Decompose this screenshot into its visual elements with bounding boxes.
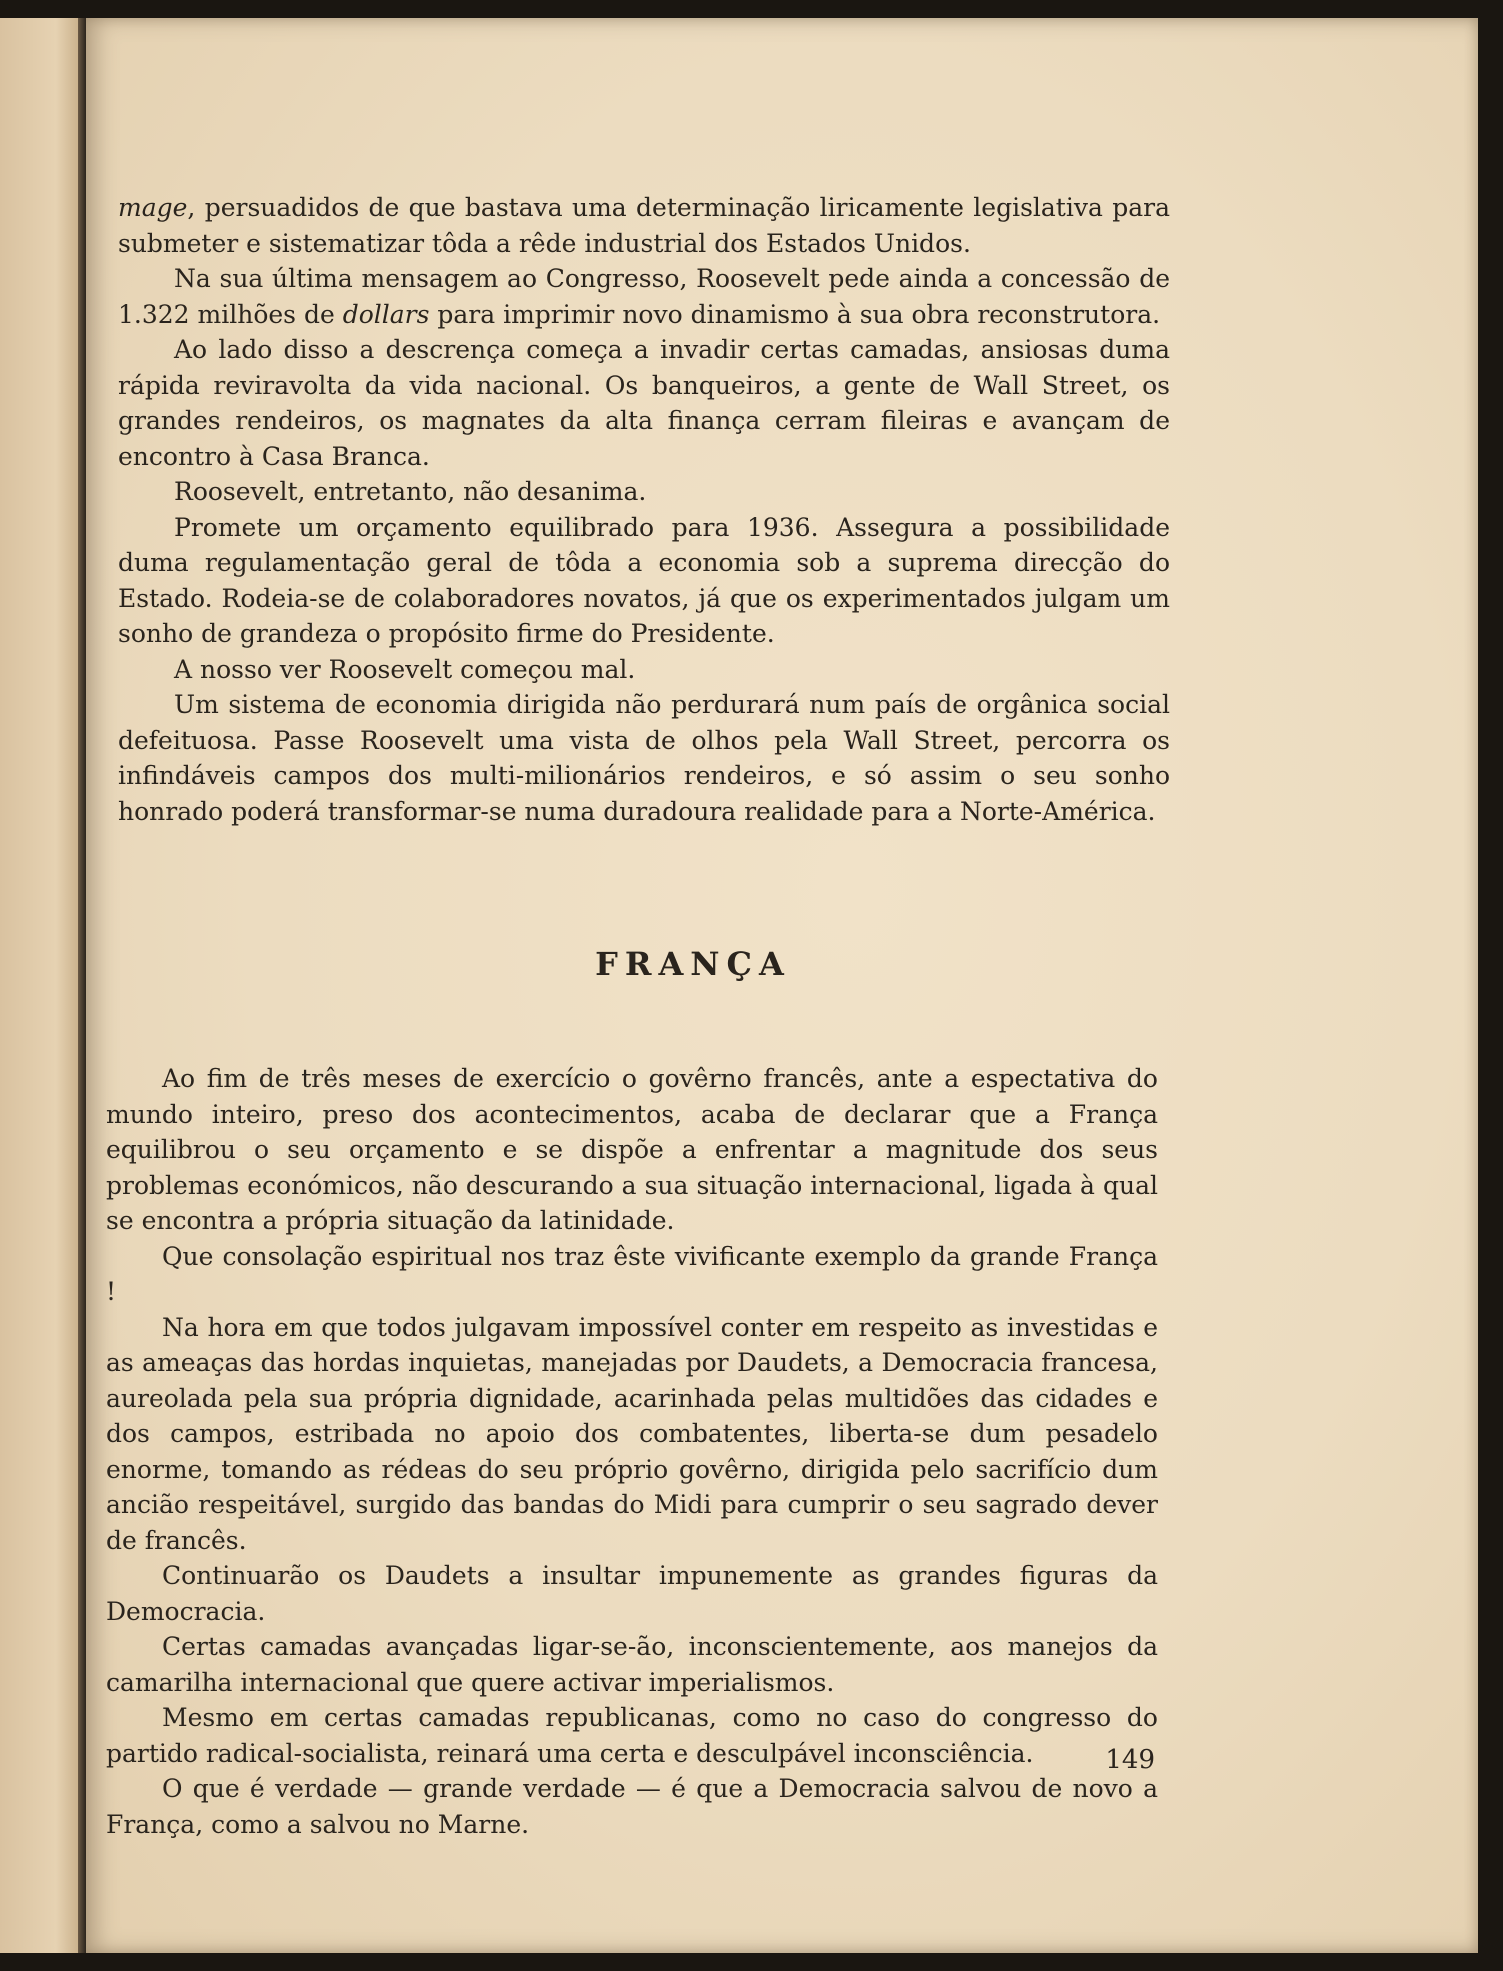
paragraph-daudets: Continuarão os Daudets a insultar impunemente as grandes figuras da Democracia. xyxy=(106,1561,1158,1626)
paragraph-balanced-budget: Promete um orçamento equilibrado para 1936. Assegura a possibilidade duma regulamentação geral de tôda a economia sob a suprema direcção do Estado. Rodeia-se de colaboradores novatos, já que os experimentados julgam um sonho de grandeza o propósito firme do Presidente. xyxy=(118,512,1170,648)
paragraph-congress-message xyxy=(118,261,1170,332)
paragraph-radical-socialist: Mesmo em certas camadas republicanas, como no caso do congresso do partido radical-socialista, reinará uma certa e desculpável inconsciência. xyxy=(106,1703,1158,1768)
paragraph-french-government: Ao fim de três meses de exercício o govêrno francês, ante a espectativa do mundo inteiro, preso dos acontecimentos, acaba de declarar que a França equilibrou o seu orçamento e se dispõe a enfrentar a magnitude dos seus problemas económicos, não descurando a sua situação internacional, ligada à qual se encontra a própria situação da latinidade. xyxy=(106,1064,1158,1235)
italic-word: mage xyxy=(118,193,188,222)
paragraph-consolation: Que consolação espiritual nos traz êste vivificante exemplo da grande França ! xyxy=(106,1241,1158,1306)
paragraph-text: para imprimir novo dinamismo à sua obra reconstrutora. xyxy=(429,299,1161,329)
paragraph-text: Na sua última mensagem ao Congresso, Roosevelt pede ainda a concessão de 1.322 milhões de xyxy=(118,264,1170,329)
italic-word: dollars xyxy=(342,299,430,329)
paragraph-started-badly: A nosso ver Roosevelt começou mal. xyxy=(174,654,636,684)
previous-page-edge xyxy=(0,18,80,1953)
france-section-text xyxy=(106,1061,1158,1842)
section-heading-franca: FRANÇA xyxy=(595,945,791,983)
paragraph-not-discouraged: Roosevelt, entretanto, não desanima. xyxy=(174,477,647,506)
paragraph-text: , persuadidos de que bastava uma determinação liricamente legislativa para submeter e sistematizar tôda a rêde industrial dos Estados Unidos. xyxy=(118,193,1170,258)
paragraph-marne: O que é verdade — grande verdade — é que a Democracia salvou de novo a França, como a salvou no Marne. xyxy=(106,1774,1158,1839)
paragraph-democracy: Na hora em que todos julgavam impossível conter em respeito as investidas e as ameaças das hordas inquietas, manejadas por Daudets, a Democracia francesa, aureolada pela sua própria dignidade, acarinhada pelas multidões das cidades e dos campos, estribada no apoio dos combatentes, liberta-se dum pesadelo enorme, tomando as rédeas do seu próprio govêrno, dirigida pelo sacrifício dum ancião respeitável, surgido das bandas do Midi para cumprir o seu sagrado dever de francês. xyxy=(106,1312,1158,1555)
paragraph-camarilha: Certas camadas avançadas ligar-se-ão, inconscientemente, aos manejos da camarilha internacional que quere activar imperialismos. xyxy=(106,1632,1158,1697)
paragraph-continuation xyxy=(118,190,1170,261)
book-gutter xyxy=(78,18,86,1953)
page-number: 149 xyxy=(1105,1745,1155,1775)
paragraph-directed-economy: Um sistema de economia dirigida não perdurará num país de orgânica social defeituosa. Passe Roosevelt uma vista de olhos pela Wall Street, percorra os infindáveis campos dos multi-milionários rendeiros, e só assim o seu sonho honrado poderá transformar-se numa duradoura realidade para a Norte-América. xyxy=(118,690,1170,826)
roosevelt-section-text xyxy=(118,190,1170,829)
paragraph-disbelief: Ao lado disso a descrença começa a invadir certas camadas, ansiosas duma rápida reviravolta da vida nacional. Os banqueiros, a gente de Wall Street, os grandes rendeiros, os magnates da alta finança cerram fileiras e avançam de encontro à Casa Branca. xyxy=(118,335,1170,471)
